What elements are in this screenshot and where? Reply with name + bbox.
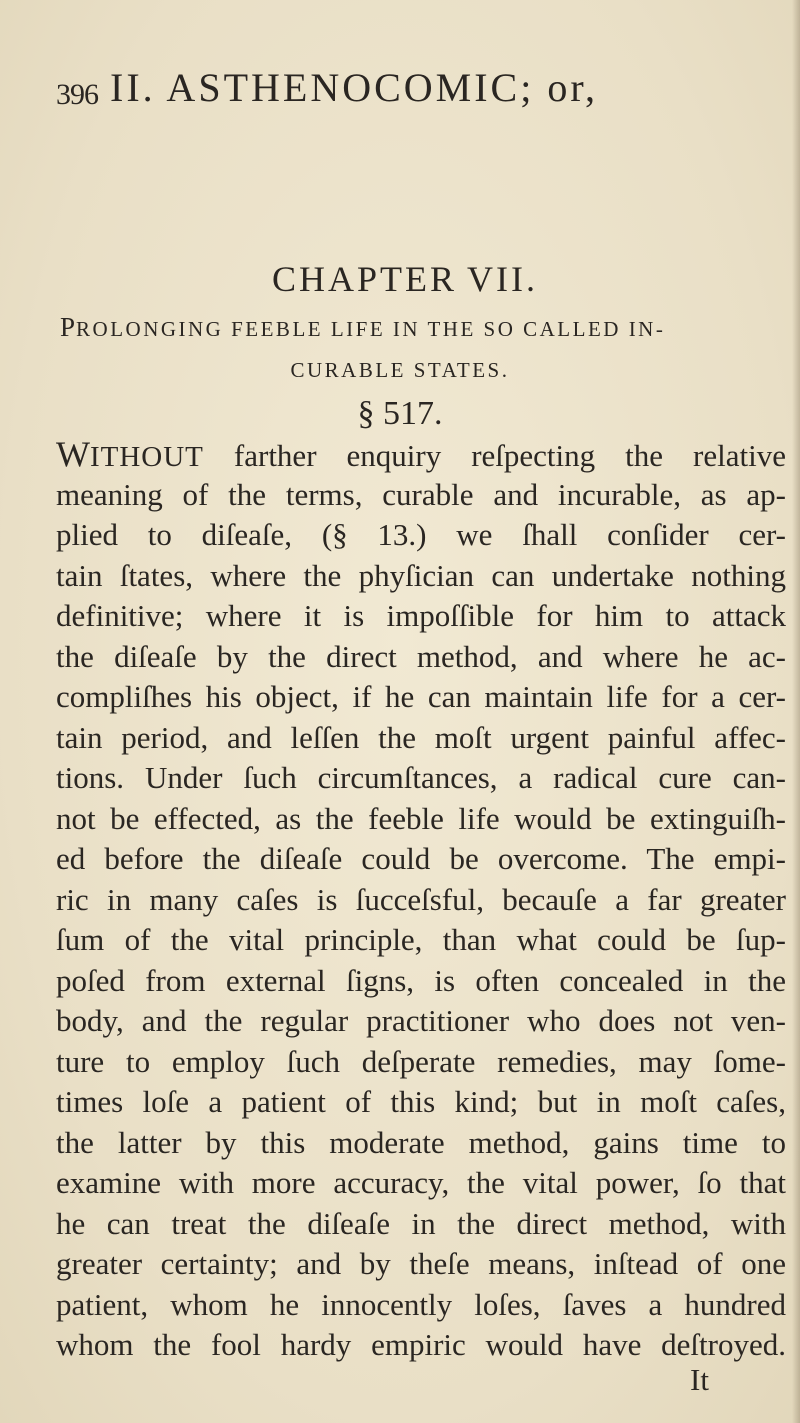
chapter-heading	[0, 258, 800, 300]
chapter-number: VII.	[467, 259, 538, 299]
page-number: 396	[56, 78, 98, 111]
chapter-subtitle-line-1	[60, 312, 800, 343]
first-line-text: farther enquiry reſpecting the relative	[203, 438, 786, 473]
text-line	[56, 434, 786, 475]
chapter-subtitle-rest: ROLONGING FEEBLE LIFE IN THE SO CALLED IN-	[76, 317, 666, 341]
text-line: ric in many caſes is ſucceſsful, becauſe a far greater	[56, 881, 786, 917]
text-line: compliſhes his object, if he can maintain life for a cer-	[56, 679, 786, 714]
running-head	[56, 64, 756, 114]
text-line: whom the fool hardy empiric would have deſtroyed.	[56, 1327, 786, 1362]
text-line: the diſeaſe by the direct method, and where he ac-	[56, 638, 786, 674]
text-line: poſed from external ſigns, is often concealed in the	[56, 962, 786, 998]
text-line: greater certainty; and by theſe means, inſtead of one	[56, 1246, 786, 1281]
text-line: tain ſtates, where the phyſician can undertake nothing	[56, 557, 786, 593]
text-line: plied to diſeaſe, (§ 13.) we ſhall conſider cer-	[56, 517, 786, 552]
text-line: ture to employ ſuch deſperate remedies, may ſome-	[56, 1043, 786, 1079]
text-line: patient, whom he innocently loſes, ſaves a hundred	[56, 1286, 786, 1322]
text-line: ed before the diſeaſe could be overcome. The empi-	[56, 841, 786, 876]
chapter-subtitle-line-2: CURABLE STATES.	[290, 358, 510, 382]
text-line: meaning of the terms, curable and incurable, as ap-	[56, 476, 786, 512]
first-word-rest: ITHOUT	[89, 441, 204, 473]
catchword: It	[690, 1362, 709, 1397]
chapter-word: CHAPTER	[271, 259, 458, 299]
text-line: examine with more accuracy, the vital power, ſo that	[56, 1165, 786, 1200]
text-line: body, and the regular practitioner who does not ven-	[56, 1003, 786, 1038]
page-edge-shadow	[792, 0, 800, 1423]
running-head-title: II. ASTHENOCOMIC; or,	[110, 65, 599, 110]
text-line: he can treat the diſeaſe in the direct method, with	[56, 1205, 786, 1241]
text-line: times loſe a patient of this kind; but in moſt caſes,	[56, 1084, 786, 1119]
initial-letter: W	[56, 434, 90, 474]
text-line: ſum of the vital principle, than what could be ſup-	[56, 922, 786, 957]
section-number: § 517.	[357, 395, 443, 432]
chapter-subtitle-initial: P	[60, 312, 77, 342]
body-text	[56, 434, 786, 1366]
text-line: tain period, and leſſen the moſt urgent painful affec-	[56, 719, 786, 755]
text-line: definitive; where it is impoſſible for him to attack	[56, 598, 786, 633]
text-line: not be effected, as the feeble life would be extinguiſh-	[56, 800, 786, 836]
text-line: the latter by this moderate method, gains time to	[56, 1124, 786, 1160]
text-line: tions. Under ſuch circumſtances, a radical cure can-	[56, 760, 786, 795]
